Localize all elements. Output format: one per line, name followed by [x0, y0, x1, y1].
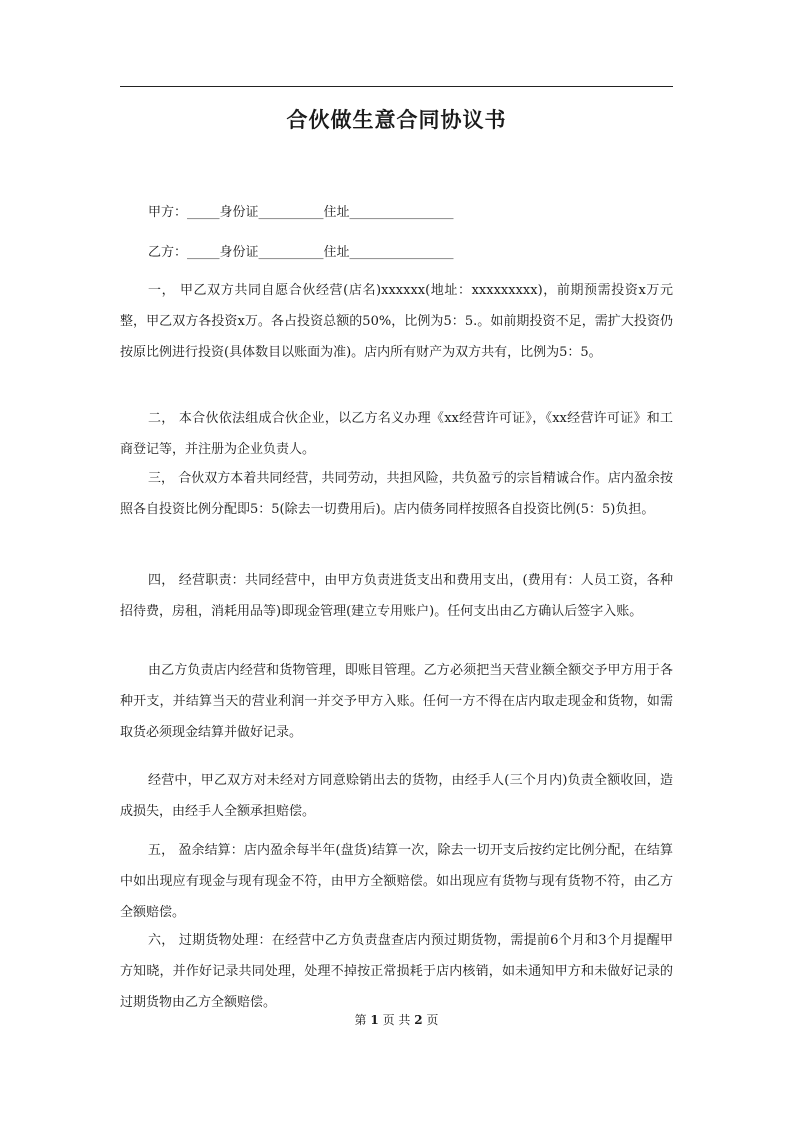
clause-6-paragraph: 六， 过期货物处理：在经营中乙方负责盘查店内预过期货物，需提前6个月和3个月提醒甲方知晓，并作好记录共同处理，处理不掉按正常损耗于店内核销，如未通知甲方和未做好记录的过期货物由乙方全额赔偿。	[120, 933, 673, 1010]
page-footer	[120, 1011, 673, 1028]
header-rule	[120, 86, 673, 87]
clause-4-paragraph: 四， 经营职责：共同经营中，由甲方负责进货支出和费用支出，(费用有：人员工资，各种招待费，房租，消耗用品等)即现金管理(建立专用账户)。任何支出由乙方确认后签字入账。	[120, 573, 673, 619]
party-a-line: 甲方：_____身份证__________住址________________	[148, 205, 454, 220]
clause-5-paragraph: 五， 盈余结算：店内盈余每半年(盘货)结算一次，除去一切开支后按约定比例分配，在结算中如出现应有现金与现有现金不符，由甲方全额赔偿。如出现应有货物与现有货物不符，由乙方全额赔偿。	[120, 843, 673, 920]
party-b-line: 乙方：_____身份证__________住址________________	[148, 245, 454, 260]
clause-1-paragraph: 一， 甲乙双方共同自愿合伙经营(店名)xxxxxx(地址：xxxxxxxxx)，前期预需投资x万元整，甲乙双方各投资x万。各占投资总额的50%，比例为5：5.。如前期投资不足，需扩大投资仍按原比例进行投资(具体数目以账面为准)。店内所有财产为双方共有，比例为5：5。	[120, 283, 673, 360]
current-page-number: 1	[370, 1013, 379, 1027]
clause-3-paragraph: 三， 合伙双方本着共同经营，共同劳动，共担风险，共负盈亏的宗旨精诚合作。店内盈余按照各自投资比例分配即5：5(除去一切费用后)。店内债务同样按照各自投资比例(5：5)负担。	[120, 471, 673, 517]
total-pages-number: 2	[414, 1013, 423, 1027]
clause-2-paragraph: 二， 本合伙依法组成合伙企业，以乙方名义办理《xx经营许可证》，《xx经营许可证》和工商登记等，并注册为企业负责人。	[120, 411, 673, 457]
credit-sales-paragraph: 经营中，甲乙双方对未经对方同意赊销出去的货物，由经手人(三个月内)负责全额收回，造成损失，由经手人全额承担赔偿。	[120, 773, 673, 819]
footer-label-page: 第	[354, 1013, 367, 1027]
management-paragraph: 由乙方负责店内经营和货物管理，即账目管理。乙方必须把当天营业额全额交予甲方用于各种开支，并结算当天的营业利润一并交予甲方入账。任何一方不得在店内取走现金和货物，如需取货必须现金结算并做好记录。	[120, 663, 673, 740]
document-title: 合伙做生意合同协议书	[286, 108, 507, 132]
footer-label-pages: 页	[426, 1013, 439, 1027]
footer-label-of: 页 共	[382, 1013, 411, 1027]
